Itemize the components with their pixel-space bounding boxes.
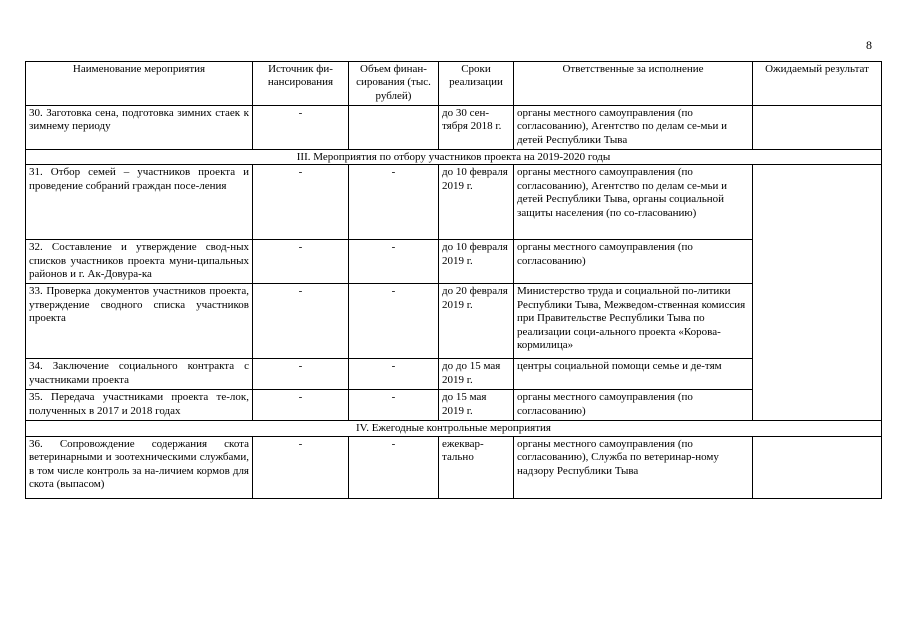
header-result: Ожидаемый результат	[753, 62, 882, 106]
table-row	[26, 165, 882, 240]
row-result	[753, 165, 882, 421]
row-term: до 10 февраля 2019 г.	[439, 240, 514, 284]
row-responsible: органы местного самоуправления (по согласованию), Агентство по делам се-мьи и детей Республики Тыва, органы социальной защиты населения (по со-гласованию)	[514, 165, 753, 240]
row-responsible: Министерство труда и социальной по-литики Республики Тыва, Межведом-ственная комиссия при Правительстве Республики Тыва по реализации соци-ального проекта «Корова-кормилица»	[514, 284, 753, 359]
row-source: -	[253, 436, 349, 498]
row-source: -	[253, 240, 349, 284]
header-source: Источник фи-нансирования	[253, 62, 349, 106]
row-volume: -	[349, 390, 439, 421]
row-source: -	[253, 284, 349, 359]
header-name: Наименование мероприятия	[26, 62, 253, 106]
row-responsible: органы местного самоуправления (по согласованию), Служба по ветеринар-ному надзору Республики Тыва	[514, 436, 753, 498]
table-row	[26, 106, 882, 150]
row-volume: -	[349, 436, 439, 498]
row-term: до 15 мая 2019 г.	[439, 390, 514, 421]
header-term: Сроки реализации	[439, 62, 514, 106]
row-name: 34. Заключение социального контракта с участниками проекта	[26, 359, 253, 390]
row-volume: -	[349, 165, 439, 240]
row-name: 32. Составление и утверждение свод-ных списков участников проекта муни-ципальных районов и г. Ак-Довура-ка	[26, 240, 253, 284]
table-row	[26, 436, 882, 498]
row-result	[753, 436, 882, 498]
section-row	[26, 150, 882, 165]
row-source: -	[253, 359, 349, 390]
header-volume: Объем финан-сирования (тыс. рублей)	[349, 62, 439, 106]
row-term: ежеквар-тально	[439, 436, 514, 498]
section-3-title: III. Мероприятия по отбору участников проекта на 2019-2020 годы	[26, 150, 882, 165]
header-responsible: Ответственные за исполнение	[514, 62, 753, 106]
row-volume	[349, 106, 439, 150]
page-number: 8	[866, 38, 872, 52]
row-responsible: органы местного самоуправления (по согласованию), Агентство по делам се-мьи и детей Республики Тыва	[514, 106, 753, 150]
row-volume: -	[349, 359, 439, 390]
section-4-title: IV. Ежегодные контрольные мероприятия	[26, 421, 882, 436]
row-name: 31. Отбор семей – участников проекта и проведение собраний граждан посе-ления	[26, 165, 253, 240]
row-term: до 20 февраля 2019 г.	[439, 284, 514, 359]
row-name: 33. Проверка документов участников проекта, утверждение сводного списка участников проекта	[26, 284, 253, 359]
row-term: до до 15 мая 2019 г.	[439, 359, 514, 390]
row-source: -	[253, 106, 349, 150]
activities-table	[25, 61, 882, 499]
row-source: -	[253, 390, 349, 421]
row-volume: -	[349, 284, 439, 359]
row-term: до 10 февраля 2019 г.	[439, 165, 514, 240]
header-row	[26, 62, 882, 106]
row-result	[753, 106, 882, 150]
row-responsible: органы местного самоуправления (по согласованию)	[514, 240, 753, 284]
row-volume: -	[349, 240, 439, 284]
row-source: -	[253, 165, 349, 240]
row-responsible: органы местного самоуправления (по согласованию)	[514, 390, 753, 421]
row-responsible: центры социальной помощи семье и де-тям	[514, 359, 753, 390]
row-name: 35. Передача участниками проекта те-лок, полученных в 2017 и 2018 годах	[26, 390, 253, 421]
row-name: 30. Заготовка сена, подготовка зимних стаек к зимнему периоду	[26, 106, 253, 150]
section-row	[26, 421, 882, 436]
row-name: 36. Сопровождение содержания скота ветеринарными и зоотехническими службами, в том числе контроль за на-личием кормов для скота (выпасом)	[26, 436, 253, 498]
row-term: до 30 сен-тября 2018 г.	[439, 106, 514, 150]
